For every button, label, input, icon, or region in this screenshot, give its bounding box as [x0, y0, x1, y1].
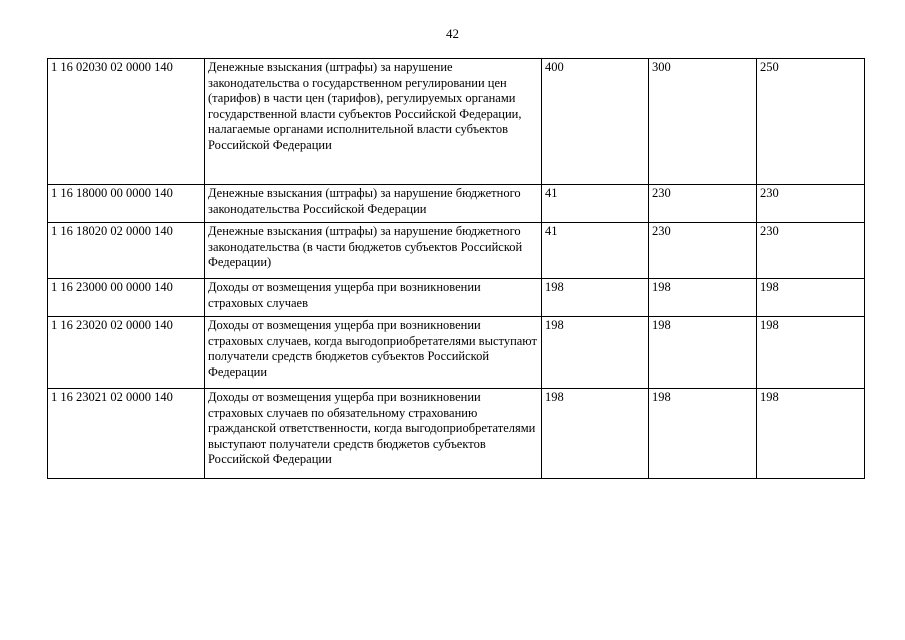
description-cell: Денежные взыскания (штрафы) за нарушение законодательства о государственном регулировании цен (тарифов) в части цен (тарифов), регулируемых органами государственной власти субъектов Российской Федерации, налагаемые органами исполнительной власти субъектов Российской Федерации	[205, 59, 542, 185]
revenue-code-cell: 1 16 18020 02 0000 140	[48, 223, 205, 279]
revenue-code-cell: 1 16 23021 02 0000 140	[48, 389, 205, 479]
value-cell-3: 198	[757, 317, 865, 389]
value-cell-2: 230	[649, 223, 757, 279]
value-cell-3: 198	[757, 279, 865, 317]
value-cell-1: 400	[542, 59, 649, 185]
table-row	[48, 223, 865, 279]
value-cell-3: 198	[757, 389, 865, 479]
revenue-code-cell: 1 16 23020 02 0000 140	[48, 317, 205, 389]
page-number: 42	[446, 26, 459, 41]
value-cell-1: 198	[542, 279, 649, 317]
value-cell-3: 250	[757, 59, 865, 185]
description-cell: Доходы от возмещения ущерба при возникновении страховых случаев по обязательному страхованию гражданской ответственности, когда выгодоприобретателями выступают получатели средств бюджетов субъектов Российской Федерации	[205, 389, 542, 479]
table-row	[48, 389, 865, 479]
description-cell: Денежные взыскания (штрафы) за нарушение бюджетного законодательства (в части бюджетов субъектов Российской Федерации)	[205, 223, 542, 279]
description-cell: Доходы от возмещения ущерба при возникновении страховых случаев, когда выгодоприобретателями выступают получатели средств бюджетов субъектов Российской Федерации	[205, 317, 542, 389]
description-cell: Доходы от возмещения ущерба при возникновении страховых случаев	[205, 279, 542, 317]
table-row	[48, 317, 865, 389]
table-row	[48, 279, 865, 317]
revenue-code-cell: 1 16 18000 00 0000 140	[48, 185, 205, 223]
value-cell-2: 198	[649, 317, 757, 389]
revenue-code-cell: 1 16 23000 00 0000 140	[48, 279, 205, 317]
value-cell-3: 230	[757, 185, 865, 223]
revenue-code-cell: 1 16 02030 02 0000 140	[48, 59, 205, 185]
value-cell-1: 41	[542, 223, 649, 279]
value-cell-3: 230	[757, 223, 865, 279]
table-row	[48, 59, 865, 185]
value-cell-1: 41	[542, 185, 649, 223]
table-row	[48, 185, 865, 223]
value-cell-1: 198	[542, 317, 649, 389]
value-cell-1: 198	[542, 389, 649, 479]
value-cell-2: 230	[649, 185, 757, 223]
budget-revenue-table	[47, 58, 865, 479]
description-cell: Денежные взыскания (штрафы) за нарушение бюджетного законодательства Российской Федерации	[205, 185, 542, 223]
value-cell-2: 198	[649, 279, 757, 317]
value-cell-2: 300	[649, 59, 757, 185]
value-cell-2: 198	[649, 389, 757, 479]
